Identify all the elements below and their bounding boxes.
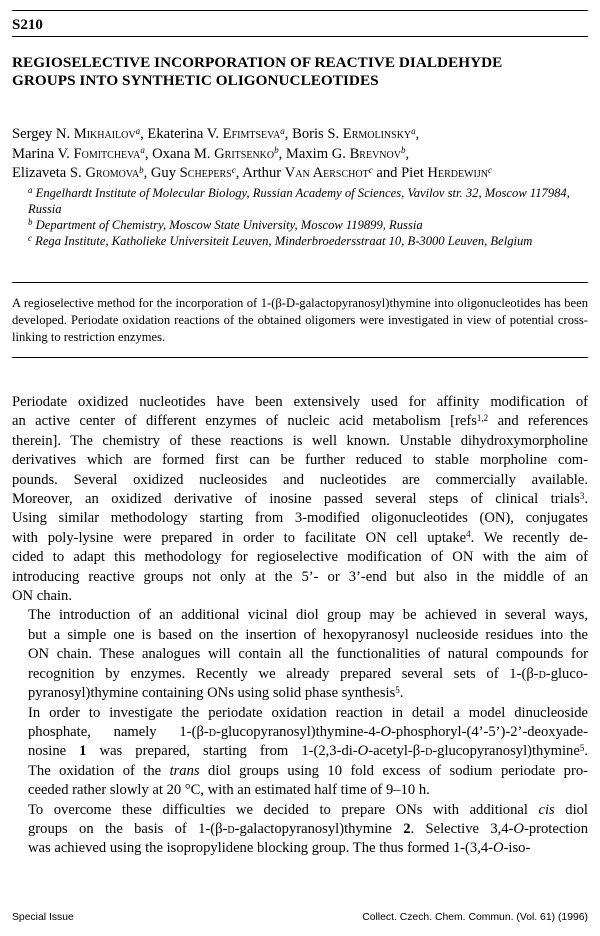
author-line-2: Marina V. Fomitcheva$^a$, Oxana M. Gritsenko$^b$, Maxim G. Brevnov$^b$, [12,145,410,162]
affiliation-mark: a [140,145,145,156]
text-line: ON chain. [12,588,72,605]
text-line: with poly-lysine were prepared in order to facilitate ON cell uptake$^4$. We recently de- [12,529,588,546]
header-rule [12,36,588,37]
author-list [12,125,588,184]
article-code: S210 [12,17,43,33]
affiliation-mark: c [231,164,236,175]
author-surname: Efimtseva [222,126,281,142]
author-surname: Brevnov [349,145,401,162]
abstract-bottom-rule [12,357,588,358]
author-surname: Van Aerschot [284,165,369,182]
text-line: The introduction of an additional vicinal diol group may be achieved in several ways, [28,607,588,624]
author-surname: Gritsenko [214,145,275,162]
paragraph-2 [12,606,588,703]
text-line: nosine 1 was prepared, starting from 1-(2,3-di-O-acetyl-β-d-glucopyranosyl)thymine$^5$. [28,742,588,760]
affiliation-mark: a [411,125,416,136]
author-line-3: Elizaveta S. Gromova$^b$, Guy Schepers$^c$, Arthur Van Aerschot$^c$ and Piet Herdewijn$^c$ [12,164,492,182]
text-line: derivatives which are formed first can be further reduced to stable morpholine com- [12,452,588,469]
text-line: an active center of different enzymes of nucleic acid metabolism [refs$^{1,2}$ and references [12,412,588,430]
affiliation-mark: b [400,145,406,156]
abstract-top-rule [12,282,588,283]
text-line: phosphate, namely 1-(β-d-glucopyranosyl)thymine-4-O-phosphoryl-(4’-5’)-2’-deoxyade- [28,723,588,740]
top-rule [12,10,588,11]
author-surname: Schepers [179,165,232,182]
affiliation-a: $^a$ Engelhardt Institute of Molecular Biology, Russian Academy of Sciences, Vavilov str. 32, Moscow 117984, Russia [28,184,570,216]
paragraph-1 [12,393,588,606]
text-line: cided to adapt this methodology for regioselective modification of ON with the aim of [12,549,588,566]
text-line: In order to investigate the periodate oxidation reaction in detail a model dinucleoside [28,704,588,721]
title-line-2: GROUPS INTO SYNTHETIC OLIGONUCLEOTIDES [12,72,379,89]
text-line: was achieved using the isopropylidene blocking group. The thus formed 1-(3,4-O-iso- [28,840,531,857]
article-title [12,54,588,90]
footer-right: Collect. Czech. Chem. Commun. (Vol. 61) (1996) [362,912,588,923]
text-line: therein]. The chemistry of these reactions is well known. Unstable dihydroxymorpholine [12,432,588,449]
author-line-1: Sergey N. Mikhailov$^a$, Ekaterina V. Efimtseva$^a$, Boris S. Ermolinsky$^a$, [12,125,420,142]
paragraph-4 [12,801,588,859]
text-line: pounds. Several oxidized nucleosides and nucleotides are commercially available. [12,471,588,488]
body-text [12,393,588,859]
affiliation-mark: c [368,164,373,175]
author-surname: Fomitcheva [73,145,141,162]
text-line: ON chain. These analogues will contain all the functionalities of natural compounds for [28,646,588,663]
abstract: A regioselective method for the incorporation of 1-(β-D-galactopyranosyl)thymine into oligonucleotides has been developed. Periodate oxidation reactions of the obtained oligomers were investigated in view of potential cross-linking to restriction enzymes. [12,296,588,344]
paragraph-3 [12,704,588,801]
affiliation-mark: a [135,125,141,136]
text-line: recognition by enzymes. Recently we already prepared several sets of 1-(β-d-gluco- [28,665,588,682]
text-line: groups on the basis of 1-(β-d-galactopyranosyl)thymine 2. Selective 3,4-O-protection [28,820,588,837]
title-line-1: REGIOSELECTIVE INCORPORATION OF REACTIVE DIALDEHYDE [12,54,503,71]
text-line: introducing reactive groups not only at the 5’- or 3’-end but also in the middle of an [12,568,588,585]
text-line: but a simple one is based on the insertion of hexopyranosyl nucleoside residues into the [28,626,588,643]
text-line: To overcome these difficulties we decided to prepare ONs with additional cis diol [28,801,588,818]
affiliation-mark: b [274,145,279,156]
author-surname: Gromova [85,165,140,182]
author-surname: Herdewijn [427,165,488,182]
text-line: pyranosyl)thymine containing ONs using solid phase synthesis$^5$. [28,684,404,702]
text-line: Using similar methodology starting from 3-modified oligonucleotides (ON), conjugates [12,510,588,527]
text-line: Periodate oxidized nucleotides have been extensively used for affinity modification of [12,394,588,410]
affiliation-mark: b [139,164,144,175]
affiliation-c: $^c$ Rega Institute, Katholieke Universiteit Leuven, Minderbroedersstraat 10, B-3000 Leuven, Belgium [28,232,533,248]
author-surname: Ermolinsky [342,126,412,142]
affiliation-mark: c [487,164,492,175]
affiliation-b: $^b$ Department of Chemistry, Moscow State University, Moscow 119899, Russia [28,216,423,232]
author-surname: Mikhailov [73,126,136,142]
affiliations [28,185,588,249]
text-line: ceeded rather slowly at 20 °C, with an estimated half time of 9–10 h. [28,782,430,799]
footer-left: Special Issue [12,912,74,923]
text-line: The oxidation of the trans diol groups using 10 fold excess of sodium periodate pro- [28,762,588,779]
text-line: Moreover, an oxidized derivative of inosine passed several steps of clinical trials$^3$. [12,490,588,508]
affiliation-mark: a [280,125,285,136]
